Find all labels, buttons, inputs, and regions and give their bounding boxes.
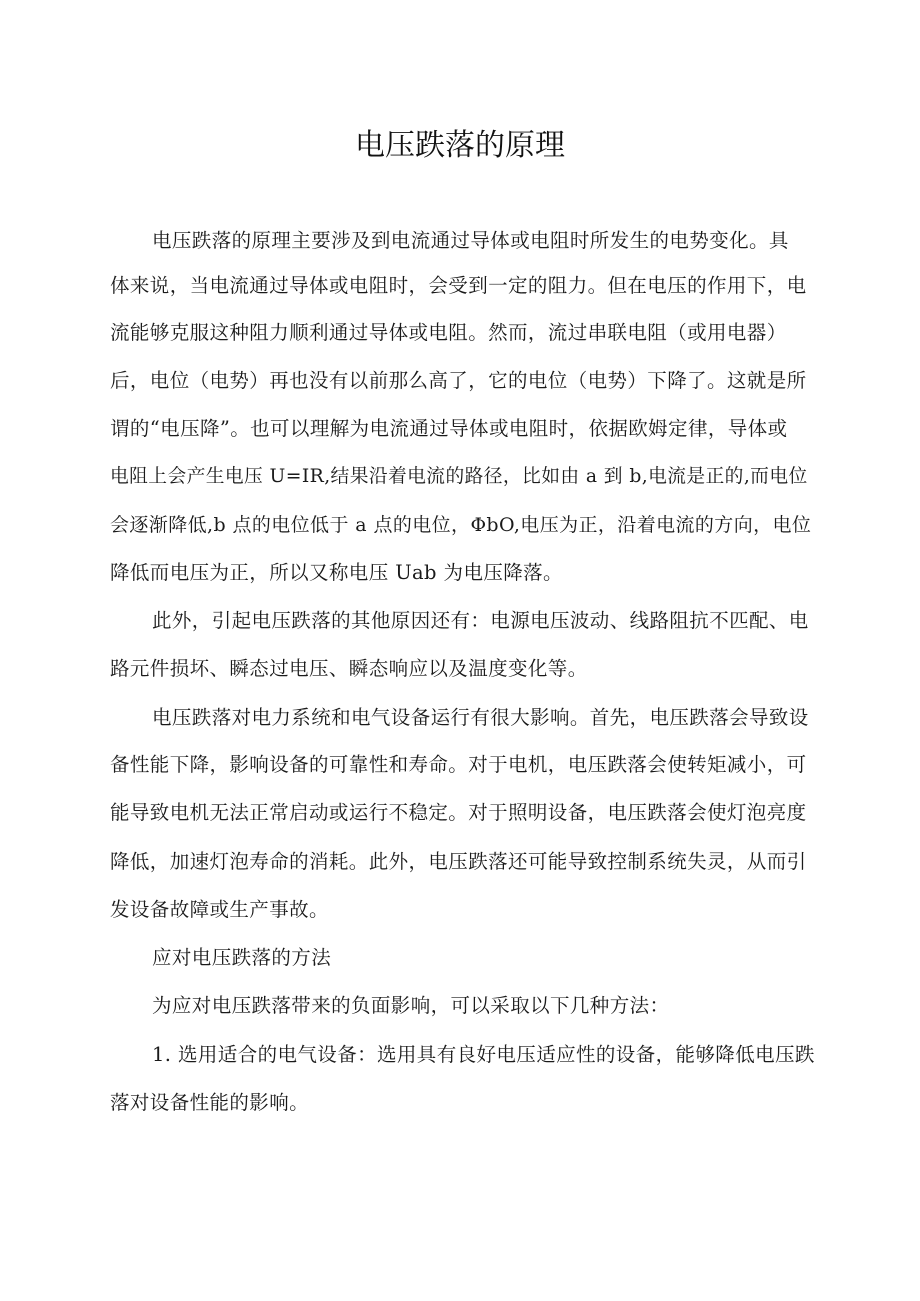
paragraph-2-line-2: 路元件损坏、瞬态过电压、瞬态响应以及温度变化等。 <box>110 657 588 680</box>
method-item-1-line-2: 落对设备性能的影响。 <box>110 1091 310 1114</box>
paragraph-1-line-5: 谓的“电压降”。也可以理解为电流通过导体或电阻时，依据欧姆定律，导体或 <box>110 417 788 440</box>
paragraph-3-line-3: 能导致电机无法正常启动或运行不稳定。对于照明设备，电压跌落会使灯泡亮度 <box>110 801 807 824</box>
paragraph-1-line-7: 会逐渐降低,b 点的电位低于 a 点的电位，ΦbO,电压为正，沿着电流的方向，电位 <box>110 514 812 536</box>
paragraph-3-line-2: 备性能下降，影响设备的可靠性和寿命。对于电机，电压跌落会使转矩减小，可 <box>110 753 807 776</box>
paragraph-1-line-1: 电压跌落的原理主要涉及到电流通过导体或电阻时所发生的电势变化。具 <box>152 229 789 252</box>
paragraph-3-line-4: 降低，加速灯泡寿命的消耗。此外，电压跌落还可能导致控制系统失灵，从而引 <box>110 850 807 873</box>
paragraph-1-line-2: 体来说，当电流通过导体或电阻时，会受到一定的阻力。但在电压的作用下，电 <box>110 274 807 297</box>
page-title: 电压跌落的原理 <box>355 128 565 163</box>
method-item-1-line-1: 1. 选用适合的电气设备：选用具有良好电压适应性的设备，能够降低电压跌 <box>152 1043 815 1066</box>
paragraph-1-line-8: 降低而电压为正，所以又称电压 Uab 为电压降落。 <box>110 561 563 584</box>
methods-intro: 为应对电压跌落带来的负面影响，可以采取以下几种方法： <box>152 994 670 1017</box>
paragraph-1-line-3: 流能够克服这种阻力顺利通过导体或电阻。然而，流过串联电阻（或用电器） <box>110 321 787 344</box>
paragraph-3-line-5: 发设备故障或生产事故。 <box>110 898 329 921</box>
section-heading: 应对电压跌落的方法 <box>152 946 332 969</box>
paragraph-1-line-4: 后，电位（电势）再也没有以前那么高了，它的电位（电势）下降了。这就是所 <box>110 369 807 392</box>
paragraph-3-line-1: 电压跌落对电力系统和电气设备运行有很大影响。首先，电压跌落会导致设 <box>152 706 809 729</box>
paragraph-2-line-1: 此外，引起电压跌落的其他原因还有：电源电压波动、线路阻抗不匹配、电 <box>152 609 809 632</box>
paragraph-1-line-6: 电阻上会产生电压 U=IR,结果沿着电流的路径，比如由 a 到 b,电流是正的,而电位 <box>110 466 808 487</box>
